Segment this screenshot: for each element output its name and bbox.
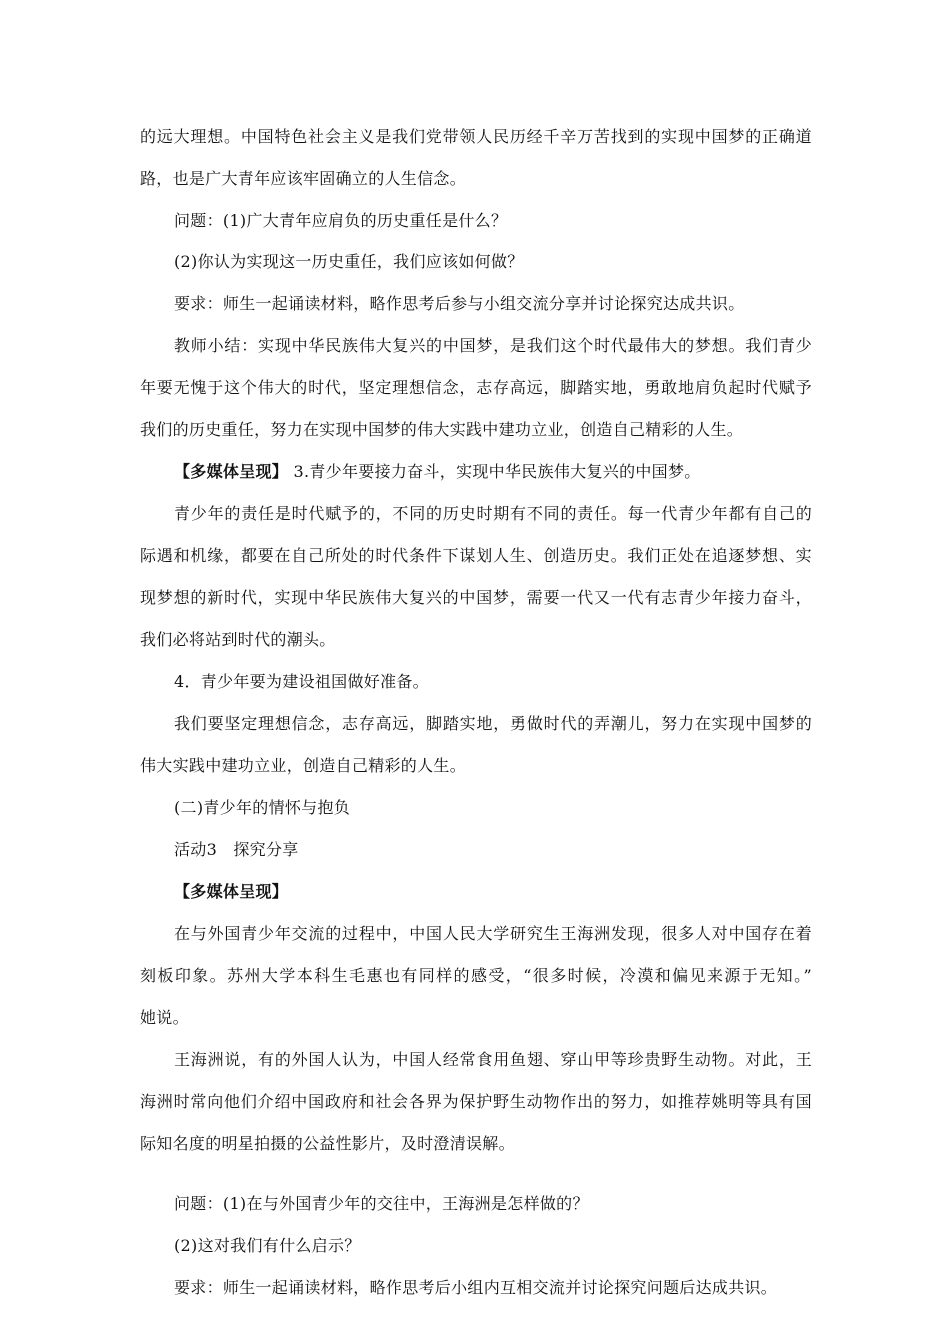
paragraph-line: 路，也是广大青年应该牢固确立的人生信念。: [140, 169, 467, 188]
requirement-line: 要求：师生一起诵读材料，略作思考后参与小组交流分享并讨论探究达成共识。: [174, 294, 745, 313]
paragraph-line: 现梦想的新时代，实现中华民族伟大复兴的中国梦，需要一代又一代有志青少年接力奋斗，: [140, 588, 812, 607]
question-line: 问题：(1)在与外国青少年的交往中，王海洲是怎样做的？: [174, 1194, 589, 1213]
paragraph-line: 海洲时常向他们介绍中国政府和社会各界为保护野生动物作出的努力，如推荐姚明等具有国: [140, 1092, 812, 1111]
paragraph-line: 她说。: [140, 1008, 189, 1027]
paragraph-line: 在与外国青少年交流的过程中，中国人民大学研究生王海洲发现，很多人对中国存在着: [174, 924, 812, 943]
media-tag: 【多媒体呈现】: [174, 882, 289, 901]
media-tag: 【多媒体呈现】: [174, 462, 289, 481]
paragraph-line: 青少年的责任是时代赋予的，不同的历史时期有不同的责任。每一代青少年都有自己的: [174, 504, 812, 523]
heading-text: 3.青少年要接力奋斗，实现中华民族伟大复兴的中国梦。: [293, 462, 701, 481]
question-line: (2)你认为实现这一历史重任，我们应该如何做？: [174, 252, 524, 271]
heading-line: 4．青少年要为建设祖国做好准备。: [174, 672, 429, 691]
paragraph-line: 我们要坚定理想信念，志存高远，脚踏实地，勇做时代的弄潮儿，努力在实现中国梦的: [174, 714, 812, 733]
paragraph-line: 伟大实践中建功立业，创造自己精彩的人生。: [140, 756, 467, 775]
requirement-line: 要求：师生一起诵读材料，略作思考后小组内互相交流并讨论探究问题后达成共识。: [174, 1278, 778, 1297]
question-line: 问题：(1)广大青年应肩负的历史重任是什么？: [174, 211, 508, 230]
heading-line: [174, 461, 812, 483]
paragraph-line: 我们必将站到时代的潮头。: [140, 630, 336, 649]
paragraph-line: 王海洲说，有的外国人认为，中国人经常食用鱼翅、穿山甲等珍贵野生动物。对此，王: [174, 1050, 812, 1069]
summary-line: 我们的历史重任，努力在实现中国梦的伟大实践中建功立业，创造自己精彩的人生。: [140, 420, 744, 439]
paragraph-line: 刻板印象。苏州大学本科生毛惠也有同样的感受，“很多时候，冷漠和偏见来源于无知。”: [140, 966, 812, 985]
paragraph-line: 际遇和机缘，都要在自己所处的时代条件下谋划人生、创造历史。我们正处在追逐梦想、实: [140, 546, 812, 565]
summary-line: 教师小结：实现中华民族伟大复兴的中国梦，是我们这个时代最伟大的梦想。我们青少: [174, 336, 812, 355]
paragraph-line: 的远大理想。中国特色社会主义是我们党带领人民历经千辛万苦找到的实现中国梦的正确道: [140, 127, 812, 146]
summary-line: 年要无愧于这个伟大的时代，坚定理想信念，志存高远，脚踏实地，勇敢地肩负起时代赋予: [140, 378, 812, 397]
section-heading: (二)青少年的情怀与抱负: [174, 798, 351, 817]
activity-heading: 活动3 探究分享: [174, 840, 299, 859]
question-line: (2)这对我们有什么启示？: [174, 1236, 361, 1255]
paragraph-line: 际知名度的明星拍摄的公益性影片，及时澄清误解。: [140, 1134, 515, 1153]
